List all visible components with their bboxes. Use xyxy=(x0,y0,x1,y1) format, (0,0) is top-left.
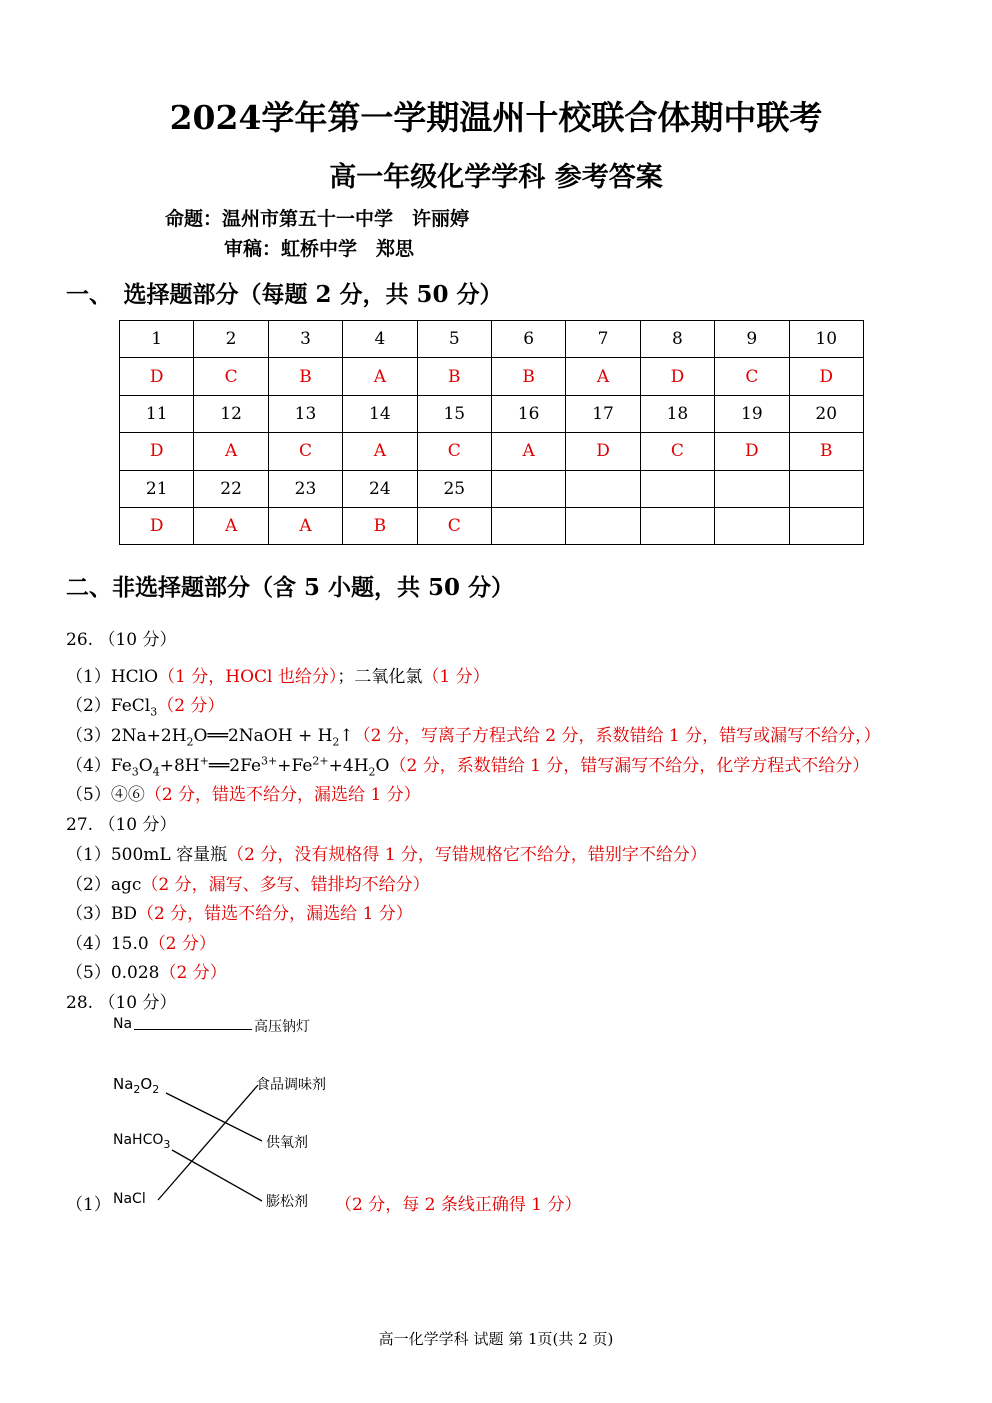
question-number: 4 xyxy=(343,321,417,358)
scoring-note: （2 分，写离子方程式给 2 分，系数错给 1 分，错写或漏写不给分，） xyxy=(353,726,881,746)
superscript: 2+ xyxy=(312,754,329,768)
answer-cell: D xyxy=(715,433,789,470)
answer-cell: B xyxy=(789,433,863,470)
question-number: 14 xyxy=(343,395,417,432)
scoring-note: （2 分） xyxy=(157,696,225,716)
subscript: 3 xyxy=(150,705,158,719)
answer: 15.0 xyxy=(110,934,149,954)
scoring-note: （2 分，漏写、多写、错排均不给分） xyxy=(141,875,430,895)
answer: ④⑥ xyxy=(110,785,145,805)
separator: ； xyxy=(337,667,355,687)
subscript: 2 xyxy=(133,1083,141,1096)
answer: agc xyxy=(110,875,142,895)
answer: BD xyxy=(110,904,137,924)
reviewer-line: 审稿：虹桥中学 郑思 xyxy=(224,238,415,260)
answer-cell: B xyxy=(268,358,342,395)
subscript: 3 xyxy=(163,1137,171,1151)
equation: ↑ xyxy=(339,726,354,746)
equation: +8H xyxy=(159,756,200,776)
answer: 500mL 容量瓶 xyxy=(110,845,228,865)
match-line-nacl-seasoning xyxy=(158,1085,258,1200)
question-number: 15 xyxy=(417,395,491,432)
subscript: 4 xyxy=(152,765,160,779)
part-number: （5） xyxy=(66,963,111,983)
subscript: 3 xyxy=(131,765,139,779)
question-number: 13 xyxy=(268,395,342,432)
question-number: 6 xyxy=(491,321,565,358)
leaven-label: 膨松剂 xyxy=(266,1194,308,1210)
page-footer: 高一化学学科 试题 第 1页(共 2 页) xyxy=(378,1330,614,1348)
q27-label: 27. （10 分） xyxy=(66,815,177,835)
question-number: 25 xyxy=(417,470,491,507)
author-line: 命题：温州市第五十一中学 许丽婷 xyxy=(165,208,470,230)
question-number: 12 xyxy=(194,395,268,432)
section2-heading: 二、非选择题部分（含 5 小题，共 50 分） xyxy=(66,574,515,601)
superscript: 3+ xyxy=(261,754,278,768)
q28-scoring-note: （2 分，每 2 条线正确得 1 分） xyxy=(335,1195,582,1215)
answer-cell: A xyxy=(566,358,640,395)
answer: HClO xyxy=(110,667,159,687)
part-number: （4） xyxy=(66,756,111,776)
scoring-note: （2 分，没有规格得 1 分，写错规格它不给分，错别字不给分） xyxy=(227,845,707,865)
equation: Fe xyxy=(110,756,132,776)
part-number: （5） xyxy=(66,785,111,805)
answer-cell: D xyxy=(120,433,194,470)
question-number: 1 xyxy=(120,321,194,358)
equation: ══2Fe xyxy=(208,756,262,776)
question-number: 7 xyxy=(566,321,640,358)
lamp-label: 高压钠灯 xyxy=(254,1019,310,1035)
question-number: 8 xyxy=(640,321,714,358)
document-subtitle: 高一年级化学学科 参考答案 xyxy=(329,162,663,193)
question-number: 23 xyxy=(268,470,342,507)
answer-cell: A xyxy=(194,507,268,544)
question-number: 9 xyxy=(715,321,789,358)
scoring-note: （2 分） xyxy=(159,963,227,983)
answer-cell: A xyxy=(343,433,417,470)
part-number: （2） xyxy=(66,875,111,895)
answer-cell: D xyxy=(566,433,640,470)
part-number: （3） xyxy=(66,726,111,746)
scoring-note: （2 分） xyxy=(148,934,216,954)
answer-cell: A xyxy=(194,433,268,470)
question-number: 18 xyxy=(640,395,714,432)
question-number: 16 xyxy=(491,395,565,432)
answer-cell: D xyxy=(789,358,863,395)
answer-cell: C xyxy=(715,358,789,395)
q26-label: 26. （10 分） xyxy=(66,630,177,650)
scoring-note: （1 分） xyxy=(422,667,490,687)
nacl-label: NaCl xyxy=(113,1191,146,1207)
answer-cell: B xyxy=(417,358,491,395)
question-number: 21 xyxy=(120,470,194,507)
answer-cell: A xyxy=(268,507,342,544)
equation: +4H xyxy=(328,756,369,776)
answer-cell: D xyxy=(120,507,194,544)
equation: O xyxy=(138,756,153,776)
answer-cell: B xyxy=(343,507,417,544)
part-number: （2） xyxy=(66,696,111,716)
equation: 2Na+2H xyxy=(110,726,187,746)
subscript: 2 xyxy=(186,735,194,749)
equation: O xyxy=(375,756,390,776)
scoring-note: （2 分，错选不给分，漏选给 1 分） xyxy=(144,785,421,805)
answer-cell: C xyxy=(268,433,342,470)
q28-label: 28. （10 分） xyxy=(66,993,177,1013)
question-number: 5 xyxy=(417,321,491,358)
equation: O══2NaOH + H xyxy=(193,726,333,746)
part-number: （1） xyxy=(66,667,111,687)
subscript: 2 xyxy=(332,735,340,749)
answer-cell: D xyxy=(120,358,194,395)
superscript: + xyxy=(199,754,209,768)
scoring-note: （1 分，HOCl 也给分） xyxy=(158,667,338,687)
answer-cell: B xyxy=(491,358,565,395)
subscript: 2 xyxy=(368,765,376,779)
answer: 二氧化氯 xyxy=(354,667,423,687)
seasoning-label: 食品调味剂 xyxy=(256,1077,326,1093)
answer-cell: A xyxy=(343,358,417,395)
question-number: 2 xyxy=(194,321,268,358)
document-title: 2024学年第一学期温州十校联合体期中联考 xyxy=(169,98,823,137)
match-line-nahco3-leaven xyxy=(172,1150,262,1201)
oxygen-label: 供氧剂 xyxy=(266,1135,308,1151)
section1-heading: 一、 选择题部分（每题 2 分，共 50 分） xyxy=(66,281,503,308)
question-number: 24 xyxy=(343,470,417,507)
question-number: 3 xyxy=(268,321,342,358)
subscript: 2 xyxy=(152,1083,160,1096)
question-number: 17 xyxy=(566,395,640,432)
q28-part-number: （1） xyxy=(66,1195,111,1215)
answer-cell: C xyxy=(417,433,491,470)
formula-part: NaHCO xyxy=(113,1132,164,1148)
answer: 0.028 xyxy=(110,963,160,983)
match-line-na2o2-oxygen xyxy=(166,1093,262,1141)
part-number: （1） xyxy=(66,845,111,865)
equation: +Fe xyxy=(277,756,313,776)
answer-cell: C xyxy=(640,433,714,470)
scoring-note: （2 分，错选不给分，漏选给 1 分） xyxy=(136,904,413,924)
answer-cell: D xyxy=(640,358,714,395)
answer-cell: C xyxy=(417,507,491,544)
part-number: （4） xyxy=(66,934,111,954)
answer-cell: C xyxy=(194,358,268,395)
answer-cell: A xyxy=(491,433,565,470)
question-number: 22 xyxy=(194,470,268,507)
part-number: （3） xyxy=(66,904,111,924)
formula-part: Na xyxy=(113,1075,134,1093)
question-number: 10 xyxy=(789,321,863,358)
question-number: 19 xyxy=(715,395,789,432)
answer: FeCl xyxy=(110,696,151,716)
question-number: 20 xyxy=(789,395,863,432)
question-number: 11 xyxy=(120,395,194,432)
formula-part: O xyxy=(140,1075,153,1093)
na-label: Na xyxy=(113,1016,133,1032)
scoring-note: （2 分，系数错给 1 分，错写漏写不给分，化学方程式不给分） xyxy=(389,756,870,776)
